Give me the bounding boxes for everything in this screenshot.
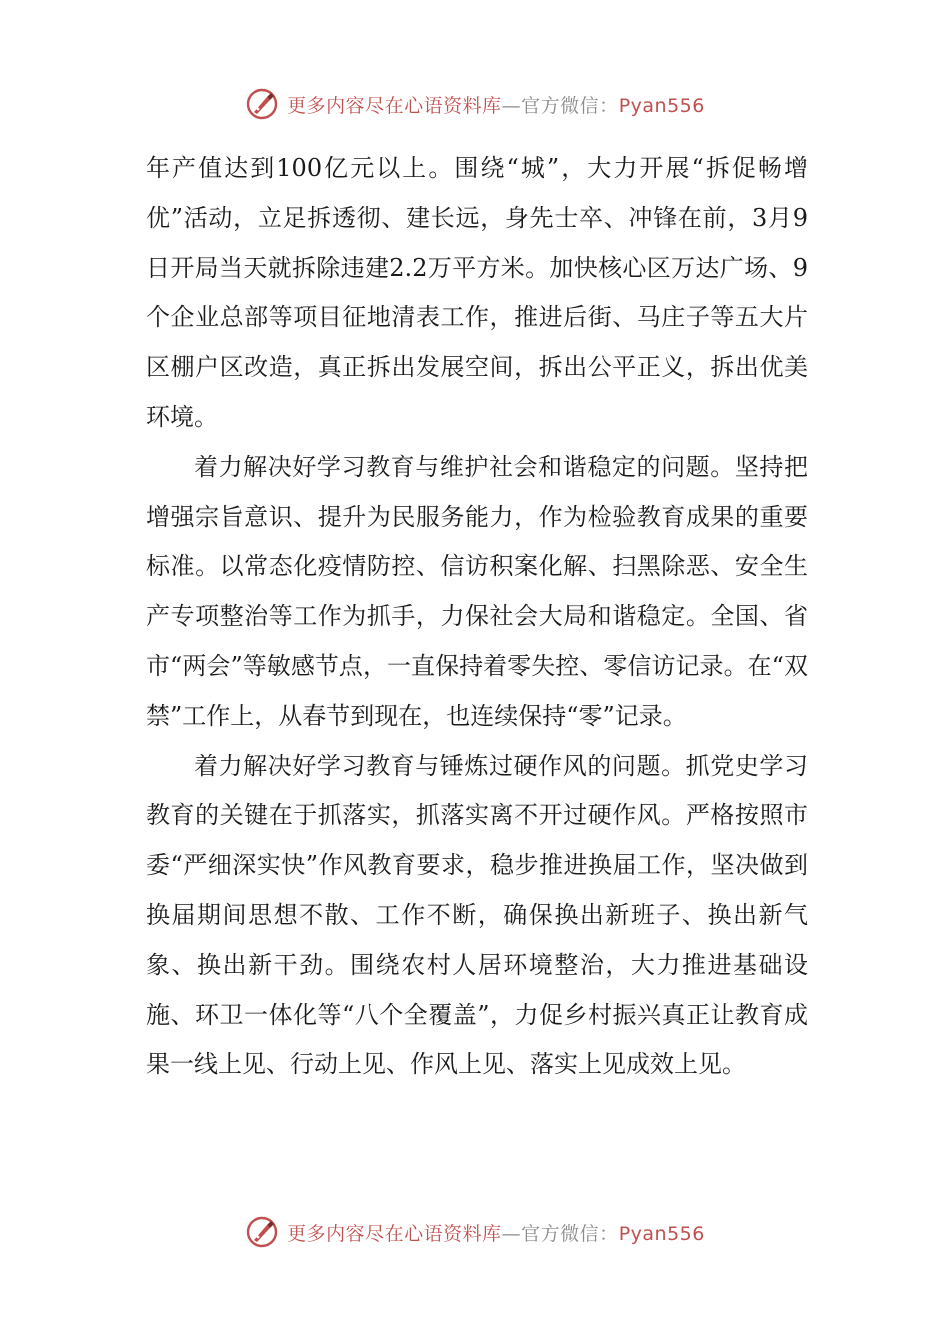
banner-lead: 更多内容尽在心语资料库: [287, 94, 502, 117]
paragraph-3: 着力解决好学习教育与锤炼过硬作风的问题。抓党史学习教育的关键在于抓落实，抓落实离不开过硬作风。严格按照市委“严细深实快”作风教育要求，稳步推进换届工作，坚决做到换届期间思想不散、工作不断，确保换出新班子、换出新气象、换出新干劲。围绕农村人居环境整治，大力推进基础设施、环卫一体化等“八个全覆盖”，力促乡村振兴真正让教育成果一线上见、行动上见、作风上见、落实上见成效上见。: [146, 751, 808, 1079]
banner-lead: 更多内容尽在心语资料库: [287, 1222, 502, 1245]
header-banner: [0, 82, 950, 126]
pen-nib-seal-icon: [245, 87, 279, 121]
banner-text: [287, 91, 705, 118]
body-text: [146, 144, 808, 1090]
banner-text: [287, 1219, 705, 1246]
banner-wechat-account: Pyan556: [618, 1222, 705, 1245]
paragraph-2: 着力解决好学习教育与维护社会和谐稳定的问题。坚持把增强宗旨意识、提升为民服务能力，作为检验教育成果的重要标准。以常态化疫情防控、信访积案化解、扫黑除恶、安全生产专项整治等工作为抓手，力保社会大局和谐稳定。全国、省市“两会”等敏感节点，一直保持着零失控、零信访记录。在“双禁”工作上，从春节到现在，也连续保持“零”记录。: [146, 452, 808, 730]
pen-nib-seal-icon: [245, 1215, 279, 1249]
banner-wechat-label: 官方微信：: [521, 94, 619, 117]
banner-wechat-account: Pyan556: [618, 94, 705, 117]
banner-separator: —: [501, 94, 522, 117]
banner-wechat-label: 官方微信：: [521, 1222, 619, 1245]
paragraph-1: 年产值达到100亿元以上。围绕“城”，大力开展“拆促畅增优”活动，立足拆透彻、建长远，身先士卒、冲锋在前，3月9日开局当天就拆除违建2.2万平方米。加快核心区万达广场、9个企业总部等项目征地清表工作，推进后街、马庄子等五大片区棚户区改造，真正拆出发展空间，拆出公平正义，拆出优美环境。: [146, 154, 808, 431]
banner-separator: —: [501, 1222, 522, 1245]
footer-banner: [0, 1210, 950, 1254]
